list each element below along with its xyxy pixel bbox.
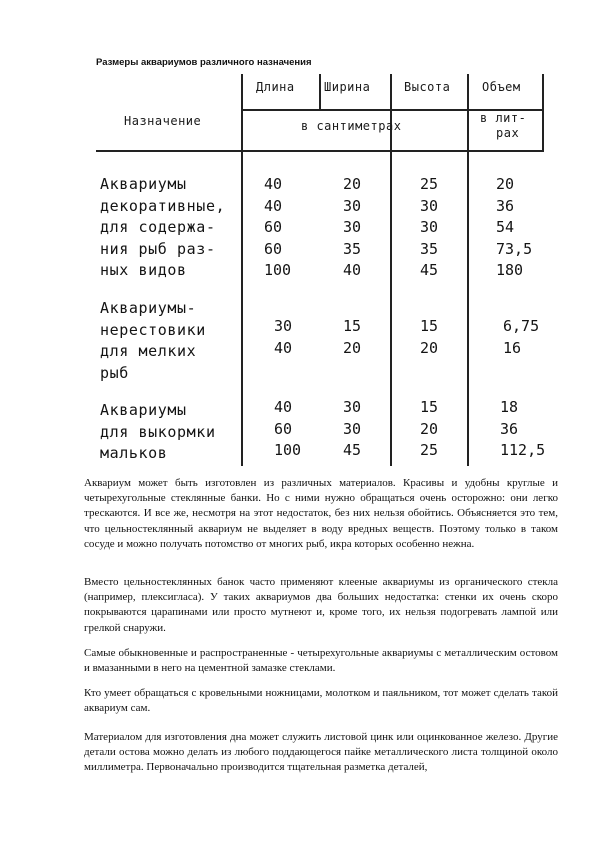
volume-cell: 6,75 16: [503, 317, 540, 357]
paragraph: Кто умеет обращаться с кровельными ножницами, молотком и паяльником, тот может сделать такой аквариум сам.: [84, 687, 558, 715]
table-divider: [319, 74, 321, 110]
width-cell: 30 30 45: [343, 398, 362, 459]
body-text: [84, 575, 558, 636]
header-width: Ширина: [324, 80, 371, 94]
header-height: Высота: [404, 80, 451, 94]
paragraph: Самые обыкновенные и распространенные - четырехугольные аквариумы с металлическим остовом и вмазанными в него на цементной замазке стеклами.: [84, 647, 558, 675]
paragraph: Вместо цельностеклянных банок часто применяют клееные аквариумы из органического стекла (например, плексигласа). У таких аквариумов два больших недостатка: стенки их очень скоро покрываются царапинами или просто мутнеют и, кроме того, их нельзя подогревать лампой или грелкой снаружи.: [84, 576, 558, 634]
table-divider: [241, 74, 243, 466]
paragraph: Аквариум может быть изготовлен из различных материалов. Красивы и удобны круглые и четырехугольные стеклянные банки. Но с ними нужно обращаться очень осторожно: они легко трескаются. И все же, несмотря на этот недостаток, без них нельзя обойтись. Объясняется это тем, что цельностеклянный аквариум не выделяет в воду вредных веществ. Поэтому только в таком сосуде и можно получать потомство от многих рыб, икра которых особенно нежна.: [84, 477, 558, 550]
aquarium-size-table: [96, 68, 556, 468]
body-text: [84, 476, 558, 552]
length-cell: 40 60 100: [274, 398, 302, 459]
header-purpose: Назначение: [124, 114, 202, 128]
height-cell: 15 20 25: [420, 398, 439, 459]
width-cell: 15 20: [343, 317, 362, 357]
height-cell: 25 30 30 35 45: [420, 175, 439, 279]
width-cell: 20 30 30 35 40: [343, 175, 362, 279]
height-cell: 15 20: [420, 317, 439, 357]
page-title: Размеры аквариумов различного назначения: [96, 57, 312, 68]
volume-cell: 18 36 112,5: [500, 398, 546, 459]
body-text: [84, 686, 558, 716]
volume-cell: 20 36 54 73,5 180: [496, 175, 533, 279]
length-cell: 40 40 60 60 100: [264, 175, 292, 279]
header-length: Длина: [256, 80, 295, 94]
table-divider: [96, 150, 544, 152]
body-text: [84, 730, 558, 776]
header-liters-unit: рах: [496, 126, 520, 140]
length-cell: 30 40: [274, 317, 293, 357]
header-liters-unit: в лит-: [480, 111, 527, 125]
purpose-decorative: Аквариумы декоративные, для содержа- ния рыб раз- ных видов: [100, 175, 226, 279]
purpose-fry-rearing: Аквариумы для выкормки мальков: [100, 401, 216, 462]
purpose-spawning: Аквариумы- нерестовики для мелких рыб: [100, 299, 206, 382]
body-text: [84, 646, 558, 676]
header-volume: Объем: [482, 80, 521, 94]
header-cm-unit: в сантиметрах: [301, 119, 402, 133]
table-divider: [467, 74, 469, 466]
paragraph: Материалом для изготовления дна может служить листовой цинк или оцинкованное железо. Другие детали остова можно делать из любого поддающегося пайке металлического листа толщиной около миллиметра. Первоначально производится тщательная разметка деталей,: [84, 731, 558, 774]
table-divider: [542, 74, 544, 152]
